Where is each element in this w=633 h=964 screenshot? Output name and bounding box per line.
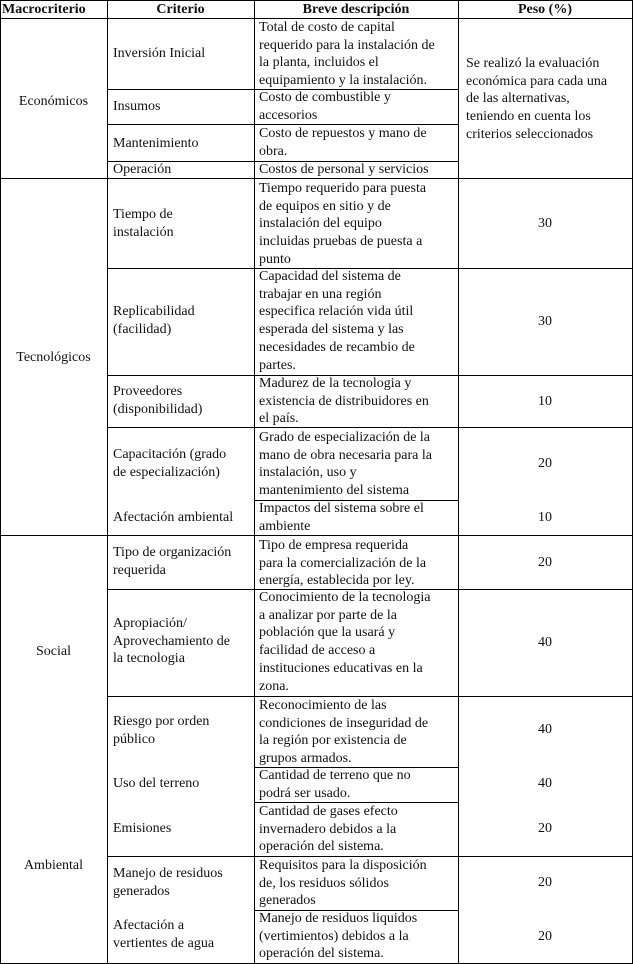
header-desc: Breve descripción	[302, 2, 410, 17]
criterio-cell: de especialización)	[113, 464, 220, 480]
descripcion-cell: Manejo de residuos liquidos	[259, 911, 418, 926]
criterio-cell: Inversión Inicial	[113, 46, 206, 61]
peso-value: 20	[538, 821, 552, 836]
descripcion-cell: facilidad de acceso a	[259, 643, 376, 659]
descripcion-cell: existencia de distribuidores en	[259, 393, 429, 409]
descripcion-cell: grupos armados.	[259, 751, 352, 767]
macrocriterio-economicos: Económicos	[18, 94, 89, 109]
descripcion-cell: Capacidad del sistema de	[259, 269, 401, 284]
descripcion-cell: operación del sistema.	[259, 946, 384, 962]
group-divider	[0, 535, 633, 536]
criterio-cell: (facilidad)	[113, 321, 172, 337]
column-divider	[458, 0, 459, 964]
descripcion-cell: generados	[259, 893, 316, 909]
row-divider	[254, 802, 458, 803]
header-bottom-border	[0, 18, 633, 19]
descripcion-cell: obra.	[259, 143, 288, 159]
peso-value: 30	[538, 314, 552, 329]
peso-note-economicos: de las alternativas,	[466, 91, 570, 107]
peso-value: 20	[538, 555, 552, 570]
criterio-cell: instalación	[113, 224, 174, 240]
criterio-cell: Afectación a	[113, 918, 185, 933]
header-peso: Peso (%)	[517, 2, 573, 17]
descripcion-cell: Impactos del sistema sobre el	[259, 501, 424, 516]
macrocriterio-ambiental: Ambiental	[23, 858, 84, 873]
descripcion-cell: la planta, incluidos el	[259, 55, 379, 71]
peso-note-economicos: económica para cada una	[466, 73, 608, 89]
criterio-cell: requerida	[113, 562, 166, 578]
descripcion-cell: especifica relación vida útil	[259, 304, 414, 320]
descripcion-cell: operación del sistema.	[259, 839, 384, 855]
table-left-border	[0, 0, 1, 964]
descripcion-cell: mano de obra necesaria para la	[259, 447, 432, 463]
group-divider	[0, 178, 633, 179]
row-divider	[107, 696, 633, 697]
row-divider	[458, 856, 633, 857]
criterio-cell: generados	[113, 883, 170, 899]
descripcion-cell: podrá ser usado.	[259, 785, 351, 801]
descripcion-cell: equipamiento y la instalación.	[259, 73, 427, 89]
row-divider	[254, 767, 458, 768]
descripcion-cell: a analizar por parte de la	[259, 607, 397, 623]
descripcion-cell: instalación del equipo	[259, 216, 382, 232]
descripcion-cell: instituciones educativas en la	[259, 660, 423, 676]
criterio-cell: Tipo de organización	[113, 545, 232, 560]
descripcion-cell: partes.	[259, 357, 296, 373]
criterio-cell: Mantenimiento	[113, 136, 199, 151]
row-divider	[107, 856, 254, 857]
peso-value: 10	[538, 394, 552, 409]
descripcion-cell: Cantidad de gases efecto	[259, 804, 398, 819]
peso-value: 20	[538, 875, 552, 890]
row-divider	[254, 856, 458, 857]
descripcion-cell: mantenimiento del sistema	[259, 483, 410, 499]
descripcion-cell: Conocimiento de la tecnologia	[259, 590, 431, 605]
criterio-cell: la tecnologia	[113, 651, 185, 667]
descripcion-cell: Costo de repuestos y mano de	[259, 126, 427, 141]
criterio-cell: Aprovechamiento de	[113, 633, 231, 649]
descripcion-cell: Madurez de la tecnologia y	[259, 376, 412, 391]
criterio-cell: Afectación ambiental	[113, 510, 234, 525]
criterio-cell: (disponibilidad)	[113, 401, 203, 417]
descripcion-cell: invernadero debidos a la	[259, 821, 397, 837]
criterio-cell: Tiempo de	[113, 207, 173, 222]
descripcion-cell: Grado de especialización de la	[259, 430, 431, 445]
header-macro: Macrocriterio	[2, 2, 86, 17]
descripcion-cell: Costos de personal y servicios	[259, 162, 429, 177]
descripcion-cell: Tipo de empresa requerida	[259, 538, 409, 553]
table-top-border	[0, 0, 633, 1]
column-divider	[107, 0, 108, 964]
descripcion-cell: requerido para la instalación de	[259, 37, 435, 53]
peso-note-economicos: Se realizó la evaluación	[466, 56, 600, 71]
descripcion-cell: condiciones de inseguridad de	[259, 715, 429, 731]
criterio-cell: Riesgo por orden	[113, 714, 210, 729]
descripcion-cell: zona.	[259, 678, 289, 694]
row-divider	[107, 375, 633, 376]
peso-note-economicos: teniendo en cuenta los	[466, 109, 591, 125]
row-divider	[107, 268, 633, 269]
descripcion-cell: incluidas pruebas de puesta a	[259, 234, 423, 250]
peso-value: 40	[538, 722, 552, 737]
header-criterio: Criterio	[156, 2, 205, 17]
criterio-cell: Proveedores	[113, 384, 183, 399]
descripcion-cell: accesorios	[259, 107, 318, 123]
descripcion-cell: de, los residuos sólidos	[259, 875, 389, 891]
descripcion-cell: población que la usará y	[259, 625, 396, 641]
peso-value: 20	[538, 456, 552, 471]
descripcion-cell: trabajar en una región	[259, 286, 382, 302]
row-divider	[107, 589, 633, 590]
descripcion-cell: Reconocimiento de las	[259, 698, 387, 713]
criterio-cell: Uso del terreno	[113, 776, 200, 791]
peso-value: 10	[538, 510, 552, 525]
descripcion-cell: (vertimientos) debidos a la	[259, 928, 409, 944]
criterio-cell: Operación	[113, 162, 172, 177]
criterio-cell: Emisiones	[113, 821, 172, 836]
peso-value: 40	[538, 776, 552, 791]
descripcion-cell: Cantidad de terreno que no	[259, 768, 411, 783]
peso-value: 40	[538, 635, 552, 650]
descripcion-cell: la región por existencia de	[259, 733, 407, 749]
descripcion-cell: ambiente	[259, 518, 311, 534]
peso-value: 20	[538, 929, 552, 944]
column-divider	[254, 0, 255, 964]
descripcion-cell: Requisitos para la disposición	[259, 858, 427, 873]
macrocriterio-tecnologicos: Tecnológicos	[16, 350, 91, 365]
descripcion-cell: instalación, uso y	[259, 465, 357, 481]
descripcion-cell: Costo de combustible y	[259, 90, 391, 105]
row-divider	[254, 910, 458, 911]
row-divider	[107, 89, 458, 90]
criterio-cell: Capacitación (grado	[113, 447, 227, 462]
row-divider	[107, 161, 458, 162]
criterio-cell: público	[113, 731, 155, 747]
descripcion-cell: para la comercialización de la	[259, 555, 427, 571]
row-divider	[107, 124, 458, 125]
descripcion-cell: de equipos en sitio y de	[259, 198, 391, 214]
descripcion-cell: punto	[259, 251, 291, 267]
peso-note-economicos: criterios seleccionados	[466, 126, 594, 142]
descripcion-cell: esperada del sistema y las	[259, 322, 404, 338]
row-divider	[254, 500, 458, 501]
macrocriterio-social: Social	[36, 644, 71, 659]
criterio-cell: Insumos	[113, 99, 161, 114]
criterio-cell: vertientes de agua	[113, 935, 215, 951]
peso-value: 30	[538, 216, 552, 231]
descripcion-cell: Total de costo de capital	[259, 20, 395, 35]
row-divider	[107, 427, 633, 428]
criterio-cell: Manejo de residuos	[113, 866, 223, 881]
criterio-cell: Replicabilidad	[113, 304, 195, 319]
descripcion-cell: energía, establecida por ley.	[259, 573, 415, 589]
descripcion-cell: necesidades de recambio de	[259, 339, 415, 355]
descripcion-cell: el país.	[259, 411, 299, 427]
descripcion-cell: Tiempo requerido para puesta	[259, 181, 427, 196]
criterio-cell: Apropiación/	[113, 616, 187, 631]
